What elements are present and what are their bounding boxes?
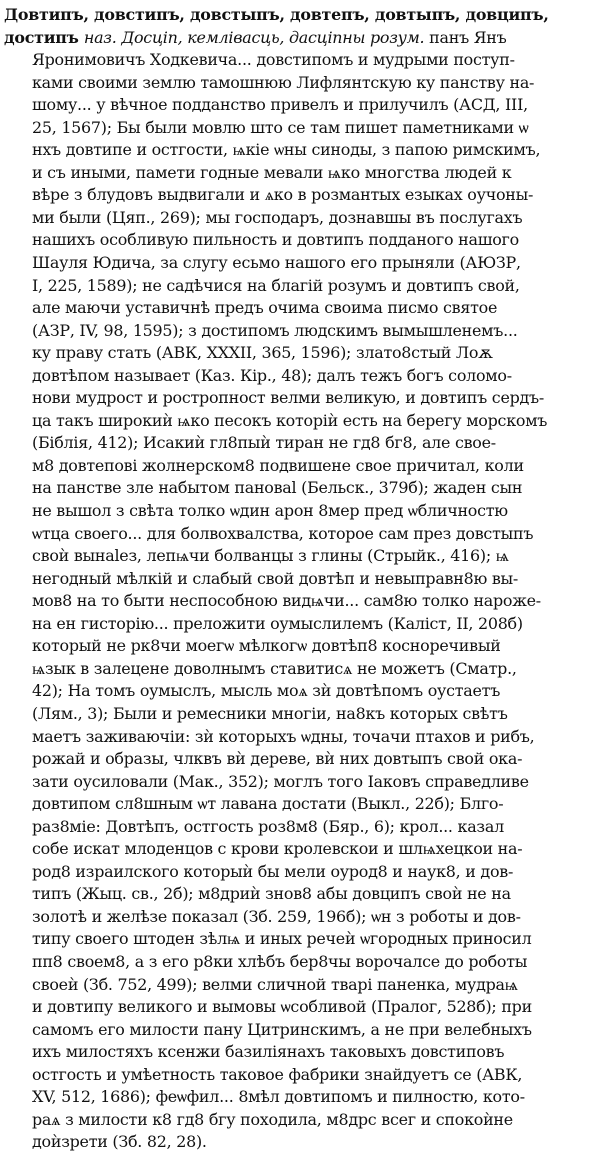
body-text: ѝ [162, 410, 173, 430]
body-text: довтѣпом называет (Каз. Кiр., 48); далъ тежъ богъ соломо- [32, 365, 512, 385]
text-line [4, 793, 594, 816]
body-text: типъ (Жыц. св., 2б); м8дри [32, 884, 250, 904]
text-line [4, 771, 594, 794]
text-line [4, 658, 594, 681]
gloss-text: наз. Досцiп, кемлiвасць, дасцiпны розум. [83, 27, 425, 47]
text-line [4, 1064, 594, 1087]
body-text: ѝ [324, 749, 335, 769]
body-text: который не рк8чи моегѡ мѣлкогѡ довтѣп8 косноречивый [32, 636, 501, 656]
body-text: (АЗР, IV, 98, 1595); з достипомъ людскимъ вымышленемъ... [32, 320, 518, 340]
body-text: до [32, 1132, 51, 1152]
text-line [4, 590, 594, 613]
text-line [4, 951, 594, 974]
body-text: ѝ [344, 929, 356, 949]
body-text: ѡтца своего... для болвохвалства, которое сам през довстыпъ [32, 523, 534, 543]
body-text: ѝ [327, 410, 338, 430]
text-line [4, 162, 594, 185]
text-line [4, 275, 594, 298]
text-line [4, 94, 594, 117]
body-text: не вышол з свѣта толко ѡдин арон 8мер пред ѡбличностю [32, 501, 508, 521]
text-line [4, 1041, 594, 1064]
body-text: остгость и умѣетность таковое фабрики знайдуетъ се (АВК, [32, 1064, 523, 1084]
text-line [4, 1109, 594, 1132]
text-line [4, 139, 594, 162]
body-text: вынаlез, лепѩчи болванцы з глины (Стрыйк., 416); ѩ [69, 546, 509, 566]
body-text: собе искат млоденцов с крови кролевскои и шлѩхецкои на- [32, 839, 523, 859]
body-text: маетъ заживаючiи: з [32, 726, 204, 746]
body-text: знов8 абы довципъ сво [260, 884, 452, 904]
text-line [4, 207, 594, 230]
text-line [4, 252, 594, 275]
text-line [4, 703, 594, 726]
body-text: и съ иными, памети годные мевали ѩко многства людей к [32, 162, 512, 182]
text-line [4, 455, 594, 478]
text-line [4, 72, 594, 95]
body-text: бы мели оурод8 и наук8, и дов- [252, 861, 514, 881]
body-text: ѝ [483, 1109, 494, 1129]
body-text: род8 израилского которы [32, 861, 243, 881]
body-text: золотѣ и желѣзе показал (Зб. 259, 196б); ѡн з роботы и дов- [32, 906, 521, 926]
body-text: ми были (Цяп., 269); мы господаръ, дознавшы въ послугахъ [32, 207, 523, 227]
body-text: ѡгородных приносил [355, 929, 532, 949]
text-line [4, 1131, 594, 1154]
body-text: ѝ [194, 433, 205, 453]
body-text: довтипом сл8шным ѡт лавана достати (Выкл., 22б); Блго- [32, 794, 504, 814]
body-text: 42); На томъ оумыслъ, мысль моѧ з [32, 681, 321, 701]
body-text: ѝ [242, 861, 253, 881]
headword-text: Довтипъ, довстипъ, довстыпъ, довтепъ, довтыпъ, довципъ, [4, 5, 549, 24]
body-text: ѝ [249, 884, 261, 904]
body-text: 25, 1567); Бы были мовлю што се там пишет паметниками ѡ [32, 117, 529, 137]
text-line [4, 297, 594, 320]
body-text: панъ Янъ [424, 27, 507, 47]
body-text: ѝ [235, 749, 246, 769]
text-line [4, 996, 594, 1019]
body-text: раѧ з милости к8 гд8 бгу походила, м8дрс всег и споко [32, 1109, 484, 1129]
body-text: ками своими землю тамошнюю Лифлянтскую ку панству на- [32, 72, 535, 92]
text-line [4, 748, 594, 771]
body-text: ѝ [50, 1132, 62, 1152]
text-line [4, 928, 594, 951]
text-line [4, 974, 594, 997]
body-text: але маючи уставичнѣ предъ очима своима писмо святое [32, 298, 498, 318]
text-line [4, 477, 594, 500]
body-text: дереве, в [245, 749, 325, 769]
text-line [4, 861, 594, 884]
body-text: пп8 своем8, а з его р8ки хлѣбъ бер8чы ворочалсе до роботы [32, 951, 528, 971]
body-text: XV, 512, 1686); феѡфил... 8мѣл довтипомъ и пилностю, кото- [32, 1087, 525, 1107]
body-text: ѝ [203, 726, 214, 746]
text-line [4, 568, 594, 591]
text-line [4, 838, 594, 861]
body-text: них довтыпъ свой ока- [334, 749, 523, 769]
body-text: зрети (Зб. 82, 28). [61, 1132, 207, 1152]
text-line [4, 184, 594, 207]
body-text: шому... у вѣчное подданство привелъ и прилучилъ (АСД, III, [32, 95, 528, 115]
body-text: ѩко песокъ которi [172, 410, 328, 430]
body-text: на ен гисторiю... преложити оумыслилемъ (Калiст, II, 208б) [32, 613, 523, 633]
body-text: Яронимовичъ Ходкевича... довстипомъ и мудрыми поступ- [32, 50, 515, 70]
text-line [4, 613, 594, 636]
body-text: сво [32, 546, 59, 566]
text-line [4, 906, 594, 929]
body-text: ца такъ широки [32, 410, 163, 430]
text-line [4, 635, 594, 658]
text-line [4, 49, 594, 72]
text-line [4, 27, 594, 50]
body-text: нхъ довтипе и остгости, ѩкiе ѡны синоды, з папою римскимъ, [32, 140, 541, 160]
body-text: свое [32, 974, 68, 994]
text-line [4, 500, 594, 523]
body-text: нашихъ особливую пильность и довтипъ подданого нашого [32, 230, 519, 250]
text-line [4, 1086, 594, 1109]
body-text: ѩзык в залецене доволнымъ ставитисѧ не можетъ (Сматр., [32, 658, 517, 678]
body-text: раз8мiе: Довтѣпъ, остгость роз8м8 (Бяр., 6); крол... казал [32, 816, 504, 836]
text-line [4, 726, 594, 749]
text-line [4, 680, 594, 703]
body-text: не [493, 1109, 513, 1129]
body-text: мов8 на то быти неспособною видѩчи... сам8ю толко нарожe- [32, 591, 541, 611]
body-text: ѝ [67, 974, 79, 994]
body-text: тиран не гд8 бг8, але свое- [270, 433, 496, 453]
body-text: (Зб. 752, 499); велми сличной тварi паненка, мудраѩ [78, 974, 518, 994]
body-text: нови мудрост и ростропност велми великую, и довтипъ сердъ- [32, 388, 545, 408]
body-text: и довтипу великого и вымовы ѡсобливой (Пралог, 528б); при [32, 997, 532, 1017]
headword-text: достипъ [4, 27, 84, 47]
body-text: есть на берегу морскомъ [337, 410, 548, 430]
text-line [4, 432, 594, 455]
body-text: рожай и образы, члквъ в [32, 749, 236, 769]
body-text: (Лям., 3); Были и ремесники многiи, на8къ которых свѣтъ [32, 703, 508, 723]
text-line [4, 816, 594, 839]
text-line [4, 1019, 594, 1042]
body-text: типу своего штоден зѣлѩ и иных рече [32, 929, 345, 949]
body-text: вѣре з блудовъ выдвигали и ѧко в розмантых езыках оучоны- [32, 185, 534, 205]
body-text: самомъ его милости пану Цитринскимъ, а не при велебныхъ [32, 1019, 532, 1039]
body-text: довтѣпомъ оустаетъ [331, 681, 501, 701]
body-text: ѝ [58, 546, 70, 566]
body-text: м8 довтеповi жолнерском8 подвишене свое причитал, коли [32, 455, 524, 475]
body-text: ѝ [320, 681, 332, 701]
body-text: I, 225, 1589); не садѣчися на благiй розумъ и довтипъ свой, [32, 275, 520, 295]
text-line [4, 883, 594, 906]
body-text: на панстве зле набытом пановаl (Бельск., 379б); жаден сын [32, 478, 523, 498]
body-text: ихъ милостяхъ ксенжи базилiянахъ таковыхъ довстиповъ [32, 1042, 505, 1062]
text-line [4, 523, 594, 546]
body-text: ѝ [260, 433, 271, 453]
body-text: не на [462, 884, 511, 904]
body-text: зати оусиловали (Мак., 352); моглъ того Iаковъ справедливе [32, 771, 529, 791]
text-line [4, 320, 594, 343]
text-line [4, 117, 594, 140]
text-line [4, 365, 594, 388]
text-line [4, 229, 594, 252]
text-line [4, 387, 594, 410]
text-line [4, 4, 594, 27]
text-line [4, 342, 594, 365]
body-text: Шауля Юдича, за слугу есьмо нашого его прыняли (АЮЗР, [32, 253, 521, 273]
body-text: (Бiблiя, 412); Исаки [32, 433, 195, 453]
body-text: негодный мѣлкiй и слабый свой довтѣп и невыправн8ю вы- [32, 568, 519, 588]
body-text: которыхъ ѡдны, точачи птахов и рибъ, [213, 726, 535, 746]
text-line [4, 545, 594, 568]
body-text: гл8пы [204, 433, 261, 453]
text-line [4, 410, 594, 433]
body-text: ку праву стать (АВК, XXXII, 365, 1596); злато8стый Лоѫ [32, 343, 493, 363]
body-text: ѝ [451, 884, 463, 904]
dictionary-entry [4, 4, 594, 1154]
